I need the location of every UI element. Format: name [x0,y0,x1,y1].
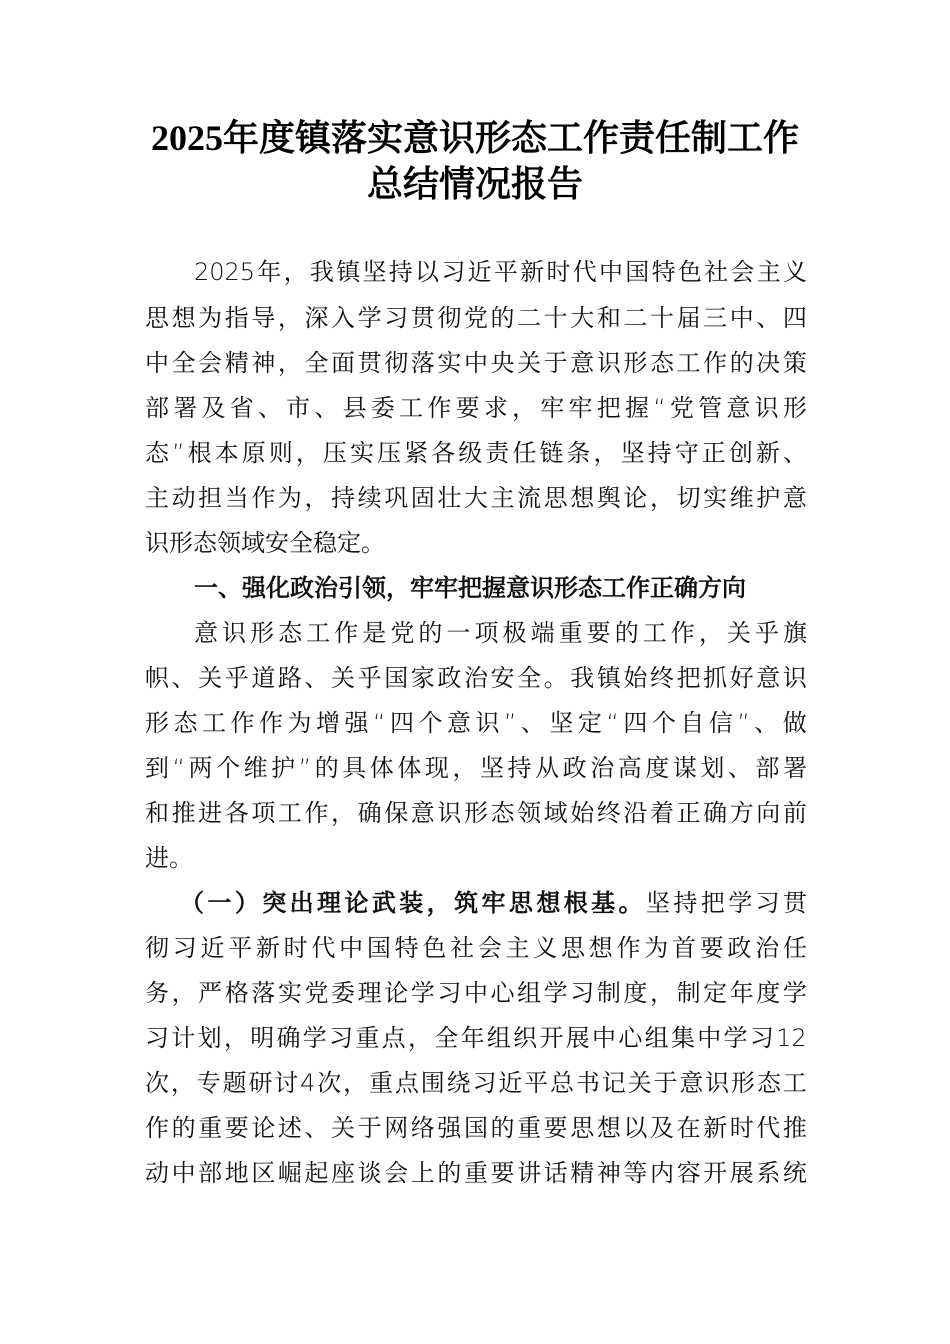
paragraph-line: 帜 、 关 乎 道 路 、 关 乎 国 家 政 治 安 全 。 我 镇 始 终 把 抓 好 意 识 [145,664,807,692]
paragraph-line: 进。 [145,844,193,872]
intro-line: 部 署 及 省 、 市 、 县 委 工 作 要 求 ， 牢 牢 把 握 “ 党 管 意 识 形 [145,394,807,422]
paragraph-line: 意 识 形 态 工 作 是 党 的 一 项 极 端 重 要 的 工 作 ， 关 乎 旗 [194,619,807,647]
intro-line: 识形态领域安全稳定。 [145,529,385,557]
paragraph-line: 到 “ 两 个 维 护 ” 的 具 体 体 现 ， 坚 持 从 政 治 高 度 谋 划 、 部 署 [145,754,807,782]
intro-line: 思 想 为 指 导 ， 深 入 学 习 贯 彻 党 的 二 十 大 和 二 十 届 三 中 、 四 [145,304,807,332]
paragraph-line: 作 的 重 要 论 述 、 关 于 网 络 强 国 的 重 要 思 想 以 及 在 新 时 代 推 [145,1114,807,1142]
paragraph-line: 动 中 部 地 区 崛 起 座 谈 会 上 的 重 要 讲 话 精 神 等 内 容 开 展 系 统 [145,1159,807,1187]
intro-line: 2025 年 ， 我 镇 坚 持 以 习 近 平 新 时 代 中 国 特 色 社 会 主 义 [194,258,807,286]
paragraph-line: 彻 习 近 平 新 时 代 中 国 特 色 社 会 主 义 思 想 作 为 首 要 政 治 任 [145,934,807,962]
subsection-first-line [180,883,807,923]
intro-line: 主 动 担 当 作 为 ， 持 续 巩 固 壮 大 主 流 思 想 舆 论 ， 切 实 维 护 意 [145,484,807,512]
intro-line: 态 ” 根 本 原 则 ， 压 实 压 紧 各 级 责 任 链 条 ， 坚 持 守 正 创 新 、 [145,439,807,467]
subsection-heading: （一）突出理论武装，筑牢思想根基。 [180,889,646,917]
section-heading: 一、强化政治引领，牢牢把握意识形态工作正确方向 [194,574,746,602]
intro-line: 中 全 会 精 神 ， 全 面 贯 彻 落 实 中 央 关 于 意 识 形 态 工 作 的 决 策 [145,349,807,377]
subsection-text: 坚持把学习贯 [645,889,808,917]
title-line-1: 2025年度镇落实意识形态工作责任制工作 [150,118,799,158]
paragraph-line: 和 推 进 各 项 工 作 ， 确 保 意 识 形 态 领 域 始 终 沿 着 正 确 方 向 前 [145,799,807,827]
title-line-2: 总结情况报告 [366,164,583,204]
paragraph-line: 次 ， 专 题 研 讨 4 次 ， 重 点 围 绕 习 近 平 总 书 记 关 于 意 识 形 态 工 [145,1069,807,1097]
paragraph-line: 务 ， 严 格 落 实 党 委 理 论 学 习 中 心 组 学 习 制 度 ， 制 定 年 度 学 [145,979,807,1007]
paragraph-line: 形 态 工 作 作 为 增 强 “ 四 个 意 识 ” 、 坚 定 “ 四 个 自 信 ” 、 做 [145,709,807,737]
paragraph-line: 习 计 划 ， 明 确 学 习 重 点 ， 全 年 组 织 开 展 中 心 组 集 中 学 习 12 [145,1024,807,1052]
